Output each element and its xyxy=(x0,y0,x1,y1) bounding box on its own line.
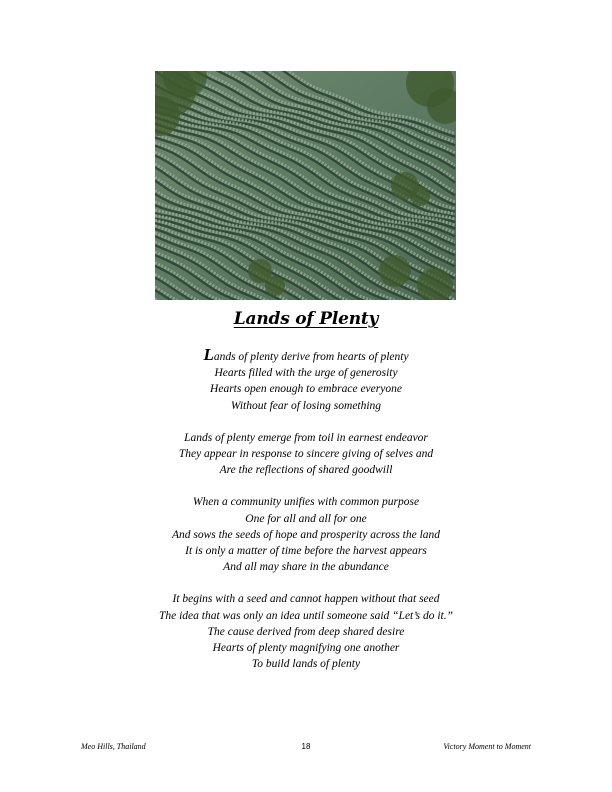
poem-line: Hearts open enough to embrace everyone xyxy=(210,383,402,396)
drop-cap: L xyxy=(203,345,214,364)
terraced-fields-image xyxy=(155,71,456,300)
footer-book-title: Victory Moment to Moment xyxy=(443,742,531,751)
poem-first-line-rest: ands of plenty derive from hearts of plenty xyxy=(213,351,409,363)
poem-first-line xyxy=(0,347,612,365)
tree-cluster xyxy=(410,186,430,206)
poem-line: They appear in response to sincere giving of selves and xyxy=(178,448,434,461)
poem-line: Lands of plenty emerge from toil in earnest endeavor xyxy=(184,431,428,444)
poem-line: Hearts of plenty magnifying one another xyxy=(212,642,400,655)
poem-stanza-2 xyxy=(0,430,612,479)
poem-line: And all may share in the abundance xyxy=(223,561,389,574)
tree-cluster xyxy=(265,276,285,296)
poem-line: One for all and all for one xyxy=(245,512,367,525)
poem-line: Hearts filled with the urge of generosity xyxy=(214,367,398,380)
poem xyxy=(0,347,612,688)
page-title: Lands of Plenty xyxy=(233,309,379,329)
page-number: 18 xyxy=(301,742,311,751)
poem-line: To build lands of plenty xyxy=(251,658,361,671)
poem-line: The idea that was only an idea until someone said “Let’s do it.” xyxy=(158,609,453,622)
poem-line: Are the reflections of shared goodwill xyxy=(219,464,393,477)
poem-line: The cause derived from deep shared desire xyxy=(207,625,405,638)
poem-line: It is only a matter of time before the harvest appears xyxy=(185,545,427,558)
poem-line: When a community unifies with common purpose xyxy=(192,496,420,509)
footer-location: Meo Hills, Thailand xyxy=(81,742,146,751)
tree-cluster xyxy=(379,255,411,287)
poem-line: It begins with a seed and cannot happen without that seed xyxy=(172,593,440,606)
poem-stanza-4 xyxy=(0,591,612,672)
poem-stanza-1 xyxy=(0,347,612,414)
terraced-fields-photo xyxy=(155,71,456,300)
poem-stanza-3 xyxy=(0,494,612,575)
poem-line: Without fear of losing something xyxy=(230,399,382,412)
poem-line: And sows the seeds of hope and prosperity across the land xyxy=(171,528,441,541)
